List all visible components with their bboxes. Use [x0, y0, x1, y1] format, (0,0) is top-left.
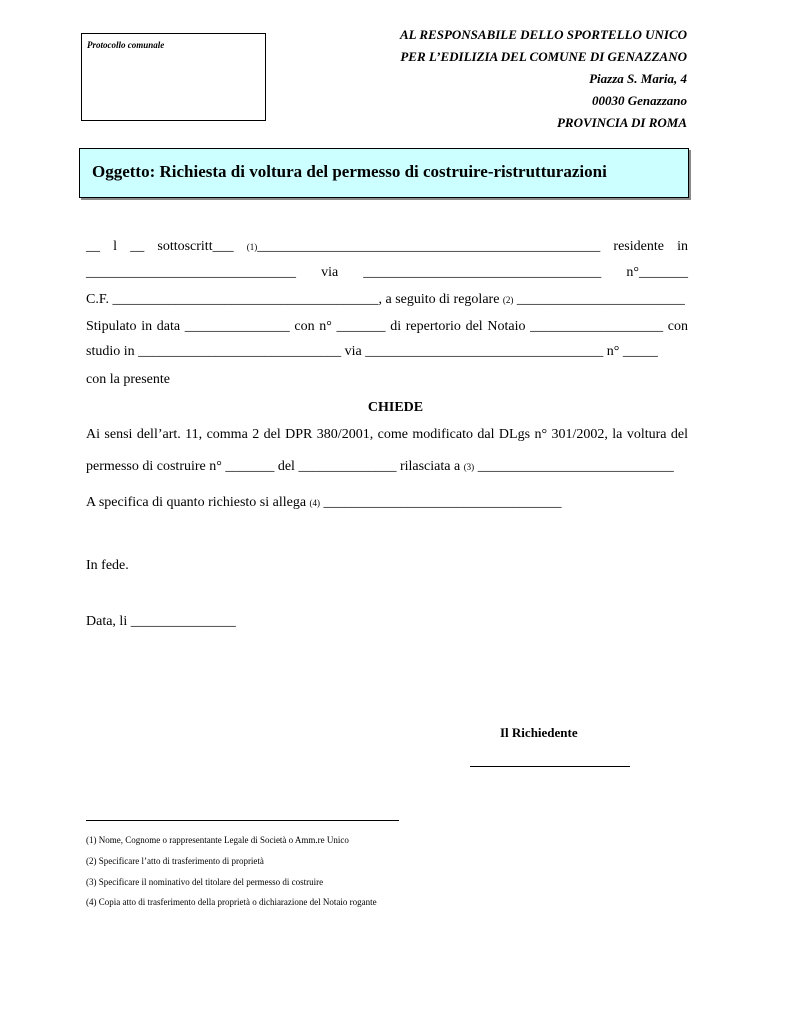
recipient-line-4: 00030 Genazzano — [592, 93, 687, 108]
subject-box — [79, 148, 689, 198]
body-line-attachment — [86, 495, 688, 511]
body-line-applicant — [86, 239, 688, 255]
footnote-2: (2) Specificare l’atto di trasferimento di proprietà — [86, 856, 264, 866]
applicant-field: __ l __ sottoscritt___ — [86, 239, 234, 254]
stipulated-field: Stipulato in data _______________ con n° _______ di repertorio del Notaio ___________________ con — [86, 319, 688, 334]
protocol-label: Protocollo comunale — [87, 40, 165, 50]
footnote-separator — [86, 820, 399, 821]
permit-field: permesso di costruire n° _______ del ______________ rilasciata a — [86, 459, 461, 474]
recipient-line-2: PER L’EDILIZIA DEL COMUNE DI GENAZZANO — [400, 49, 687, 64]
studio-field: studio in _____________________________ via __________________________________ n° _____ — [86, 344, 658, 359]
signature-label: Il Richiedente — [500, 725, 578, 740]
deed-field: ________________________ — [516, 292, 685, 307]
footnote-1: (1) Nome, Cognome o rappresentante Legale di Società o Amm.re Unico — [86, 835, 349, 845]
footnote-3: (3) Specificare il nominativo del titolare del permesso di costruire — [86, 877, 324, 887]
law-text: Ai sensi dell’art. 11, comma 2 del DPR 380/2001, come modificato dal DLgs n° 301/2002, la voltura del — [86, 427, 688, 442]
chiede-heading: CHIEDE — [367, 400, 424, 415]
signature-line — [470, 766, 630, 767]
recipient-line-5: PROVINCIA DI ROMA — [556, 115, 687, 130]
date-field: Data, li _______________ — [86, 614, 236, 629]
address-field: ______________________________ via __________________________________ n°_______ — [86, 265, 688, 280]
footnote-ref-4: (4) — [309, 498, 321, 508]
body-line-tax-code — [86, 292, 688, 308]
body-line-stipulated — [86, 319, 688, 335]
recipient-block — [400, 24, 687, 134]
permit-holder-field: ____________________________ — [477, 459, 674, 474]
attachment-label: A specifica di quanto richiesto si allega — [86, 495, 307, 510]
in-fede-text: In fede. — [86, 558, 129, 573]
residence-field: _________________________________________________ residente in — [257, 239, 689, 254]
body-line-law — [86, 427, 688, 443]
body-line-permit — [86, 459, 688, 475]
attachment-field: __________________________________ — [323, 495, 562, 510]
presente-text: con la presente — [86, 372, 170, 387]
recipient-line-3: Piazza S. Maria, 4 — [589, 71, 687, 86]
body-line-address — [86, 265, 688, 281]
body-line-studio — [86, 344, 688, 360]
footnote-ref-2: (2) — [502, 295, 514, 305]
body-line-presente — [86, 372, 688, 388]
tax-code-field: C.F. ______________________________________, a seguito di regolare — [86, 292, 500, 307]
footnote-4: (4) Copia atto di trasferimento della proprietà o dichiarazione del Notaio rogante — [86, 897, 377, 907]
subject-title: Oggetto: Richiesta di voltura del permesso di costruire-ristrutturazioni — [92, 162, 607, 181]
recipient-line-1: AL RESPONSABILE DELLO SPORTELLO UNICO — [400, 27, 687, 42]
footnote-ref-3: (3) — [463, 462, 475, 472]
protocol-box — [81, 33, 266, 121]
footnote-ref-1: (1) — [246, 242, 258, 252]
